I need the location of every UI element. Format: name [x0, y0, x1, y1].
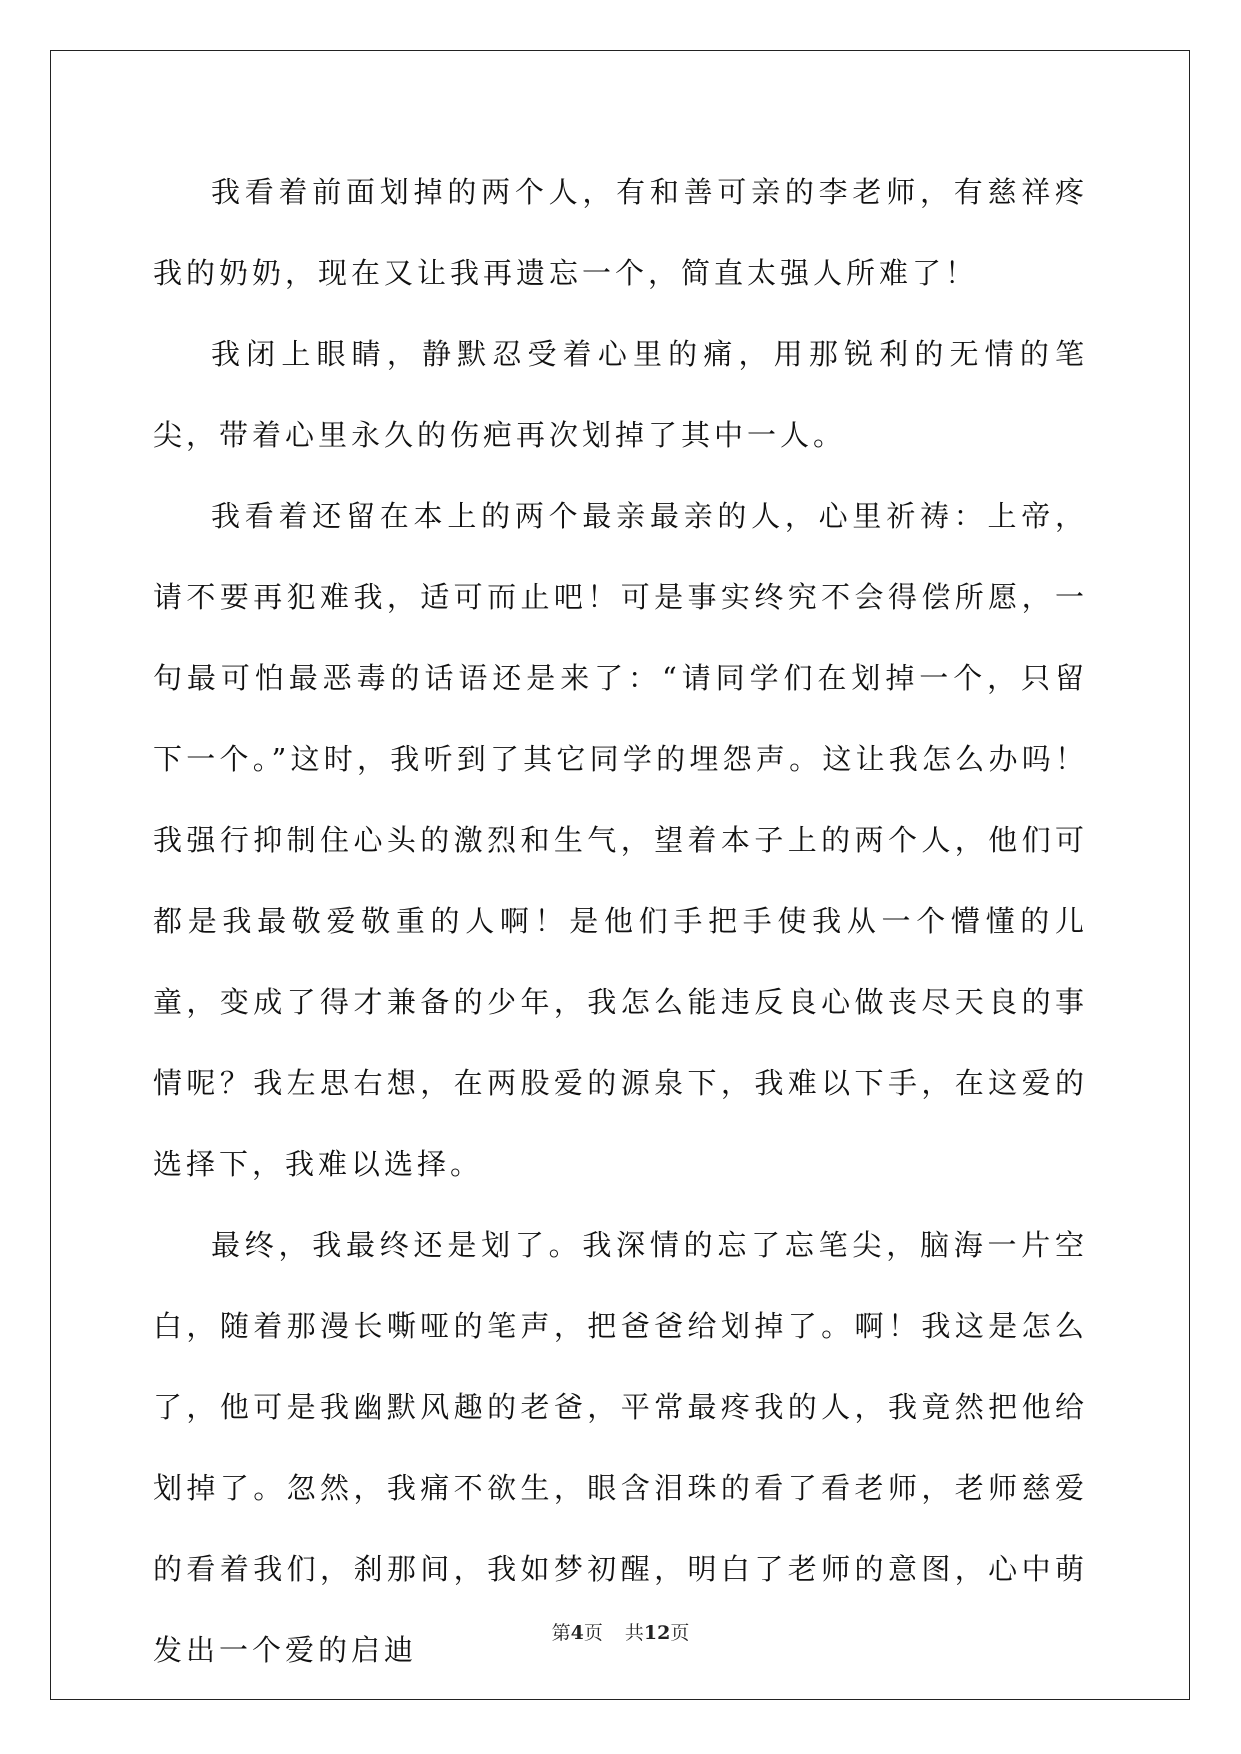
page-footer: [0, 1618, 1241, 1645]
paragraph: 我闭上眼睛，静默忍受着心里的痛，用那锐利的无情的笔尖，带着心里永久的伤疤再次划掉了其中一人。: [153, 337, 1088, 452]
page-prefix: 第: [551, 1622, 571, 1644]
paragraph: 我看着前面划掉的两个人，有和善可亲的李老师，有慈祥疼我的奶奶，现在又让我再遗忘一个，简直太强人所难了！: [153, 175, 1088, 290]
total-suffix: 页: [670, 1622, 690, 1644]
total-pages: 12: [643, 1622, 671, 1644]
total-prefix: 共: [624, 1622, 644, 1644]
page-number: 4: [570, 1622, 584, 1644]
paragraph: 我看着还留在本上的两个最亲最亲的人，心里祈祷：上帝，请不要再犯难我，适可而止吧！可是事实终究不会得偿所愿，一句最可怕最恶毒的话语还是来了：“请同学们在划掉一个，只留下一个。”这时，我听到了其它同学的埋怨声。这让我怎么办吗！我强行抑制住心头的激烈和生气，望着本子上的两个人，他们可都是我最敬爱敬重的人啊！是他们手把手使我从一个懵懂的儿童，变成了得才兼备的少年，我怎么能违反良心做丧尽天良的事情呢？我左思右想，在两股爱的源泉下，我难以下手，在这爱的选择下，我难以选择。: [153, 499, 1088, 1181]
document-body: [153, 152, 1088, 1691]
paragraph: 最终，我最终还是划了。我深情的忘了忘笔尖，脑海一片空白，随着那漫长嘶哑的笔声，把爸爸给划掉了。啊！我这是怎么了，他可是我幽默风趣的老爸，平常最疼我的人，我竟然把他给划掉了。忽然，我痛不欲生，眼含泪珠的看了看老师，老师慈爱的看着我们，刹那间，我如梦初醒，明白了老师的意图，心中萌发出一个爱的启迪: [153, 1228, 1088, 1667]
page-suffix: 页: [583, 1622, 603, 1644]
